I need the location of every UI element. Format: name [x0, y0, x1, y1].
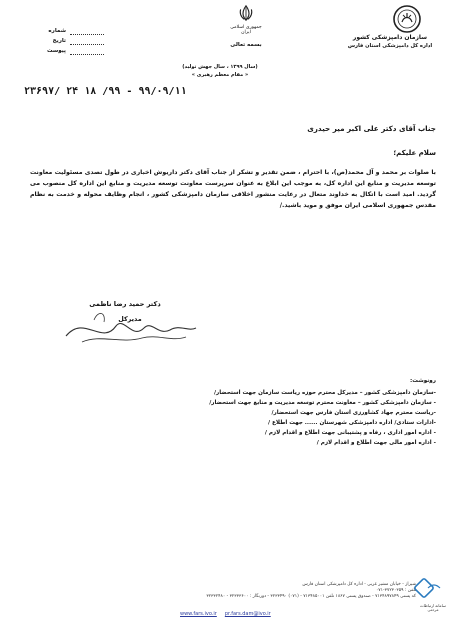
cc-item: -ادارات ستادی/ اداره دامپزشکی شهرستان ...... جهت اطلاع /	[268, 420, 436, 426]
org-sub: اداره کل دامپزشکی استان فارس	[347, 43, 433, 49]
year-motto: (سال ۱۳۹۹ ، سال جهش تولید)	[182, 64, 258, 70]
cc-item: -سازمان دامپزشکی کشور – مدیرکل محترم حوزه ریاست سازمان جهت استحضار/	[213, 390, 436, 396]
signature-scribble	[54, 306, 204, 352]
field-label-number: شماره	[48, 28, 66, 34]
jihad-logo-icon	[392, 4, 422, 34]
emblem-icon	[237, 4, 255, 22]
footer-address-line-3: کد پستی ۷۱۳۴۸۹۷۸۴۹ - صندوق پستی ۱۸۶۷ تلفن ۷۱۳۴۸۵۰۰۱ - (۰۷۱) ۳۲۳۳۴۹۰ - دورنگار : ۳۲۳۳۳۶۰۰ - ۳۲۳۳۲۴۸۰	[206, 594, 416, 599]
org-name: سازمان دامپزشکی کشور	[352, 34, 428, 41]
footer-email-link[interactable]: pr.fars.dam@ivo.ir	[224, 611, 271, 617]
cc-item: - اداره امور اداری ، رفاه و پشتیبانی جهت اطلاع و اقدام لازم /	[264, 430, 436, 436]
signer-title: مدیرکل	[118, 315, 142, 323]
cc-item: - اداره امور مالی جهت اطلاع و اقدام لازم /	[316, 440, 436, 446]
footer-links	[180, 611, 400, 617]
footer-address-line-2: تلفن : ۳۷۲۳۰۳۵۹-۰۷۱	[375, 588, 416, 593]
field-label-date: تاریخ	[52, 38, 66, 44]
national-emblem	[226, 4, 266, 35]
cc-heading: رونوشت:	[410, 378, 436, 384]
invocation: بسمه تعالی	[230, 42, 262, 48]
signer-name: دکتر حمید رضا ناظمی	[89, 300, 161, 308]
cc-item: - سازمان دامپزشکی کشور – معاونت محترم توسعه مدیریت و منابع جهت استحضار/	[209, 400, 436, 406]
footer-address-line-1: شیراز - خیابان مشیر غربی - اداره کل دامپزشکی استان فارس	[302, 582, 416, 587]
greeting-line: سلام علیکم؛	[393, 149, 436, 157]
field-line-number	[70, 28, 104, 35]
letter-paragraph: با صلوات بر محمد و آل محمد(ص)، با احترام ، ضمن تقدیر و تشکر از جناب آقای دکتر داریوش اخباری در طول تصدی مسئولیت معاونت توسعه مدیریت و منابع این اداره کل، به موجب این ابلاغ به عنوان سرپرست معاونت توسعه مدیریت و منابع این اداره کل منصوب می گردید. امید است با اتکال به خداوند متعال در رعایت منشور اخلاقی سازمان دامپزشکی کشور ، انجام وظایف محوله و خدمت به نظام مقدس جمهوری اسلامی ایران موفق و موید باشید./	[30, 169, 436, 209]
field-label-attachment: پیوست	[47, 48, 66, 54]
header-fields	[34, 26, 104, 56]
reference-number: ۹۹/۰۹/۱۱ - ۹۹/ ۱۸ ۲۴ /۲۳۶۹۷	[24, 86, 187, 97]
motto-source: « مقام معظم رهبری »	[191, 72, 249, 78]
cc-item: -ریاست محترم جهاد کشاورزی استان فارس جهت استحضار/	[271, 410, 436, 416]
help-desk-logo-icon	[414, 578, 452, 606]
field-line-date	[70, 38, 104, 45]
field-line-attachment	[70, 48, 104, 55]
recipient-line: جناب آقای دکتر علی اکبر میر حیدری	[307, 124, 436, 133]
org-logo	[392, 4, 422, 34]
footer-address	[100, 582, 416, 600]
footer-website-link[interactable]: www.fars.ivo.ir	[180, 611, 217, 617]
cc-list	[130, 388, 436, 448]
footer-logo-text: سامانه ارتباطات مردمی	[420, 603, 446, 612]
footer-logo	[414, 578, 452, 612]
emblem-caption: جمهوری اسلامی ایران	[230, 25, 262, 35]
handwritten-signature-icon	[54, 306, 204, 352]
